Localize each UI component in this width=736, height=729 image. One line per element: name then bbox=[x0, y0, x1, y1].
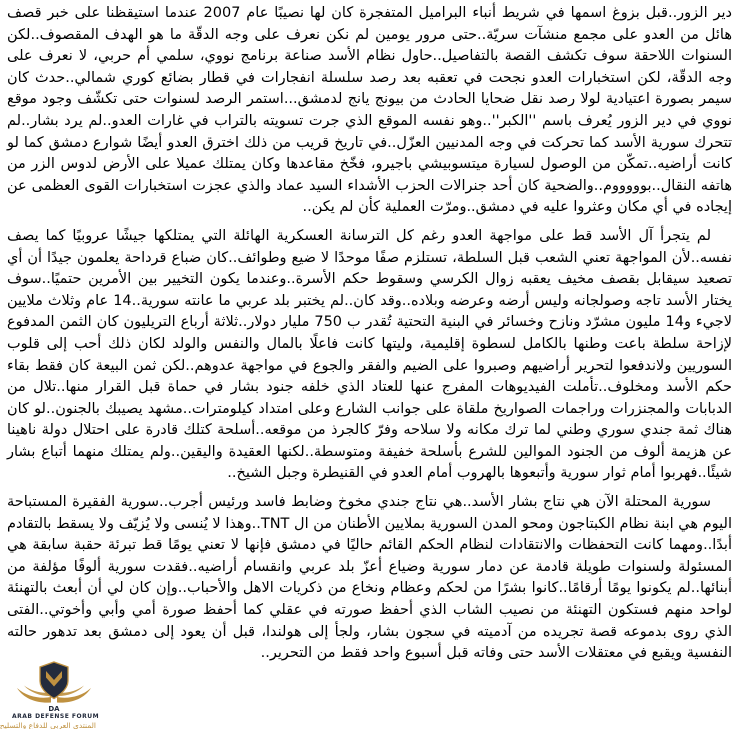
watermark-monogram: DA bbox=[48, 704, 60, 713]
watermark-arabic-title: المنتدى العربي للدفاع والتسليح bbox=[0, 720, 96, 729]
watermark-english-title: ARAB DEFENSE FORUM bbox=[12, 712, 100, 720]
article-paragraph-2: لم يتجرأ آل الأسد قط على مواجهة العدو رغم كل الترسانة العسكرية الهائلة التي يمتلكها جيشًا عروبيًا كما يصف نفسه..لأن المواجهة تعني الشعب قبل السلطة، تستلزم صفًا موحدًا لا ضيع وطوائف..كان ضباع قرداحة يعلمون جيدًا أن أي تصعيد سيقابل بقصف مخيف يعقبه زوال الكرسي وسقوط حكم الأسرة..وعندما يكون التخيير بين الأمرين حتميًا..سوف يختار الأسد تاجه وصولجانه وليس أرضه وعرضه وبلاده..وقد كان..لم يختبر بلد عربي ما عانته سورية..14 عام وثلاث ملايين لاجيء و14 مليون مشرّد ونازح وخسائر في البنية التحتية تُقدر ب 750 مليار دولار..ثلاثة أرباع التريليون كان الثمن المدفوع لإزاحة سلطة باعت وطنها بالكامل لسطوة إقليمية، وليتها كانت فاعلًا بالمال والنفس والولد لكان ذلك أحب إلى قلوب السوريين ولاندفعوا لتحرير أراضيهم وصبروا على الضيم والفقر والجوع في مواجهة عدوهم..لكن ثمن البيعة كان فقط بقاء حكم الأسد ومخلوف..تأملت الفيديوهات المفرج عنها للعتاد الذي خلفه جنود بشار في حماة قبل القرار منها..تلال من الدبابات والمجنزرات وراجمات الصواريخ ملقاة على جوانب الشارع وعلى امتداد كيلومترات..مشهد يصيبك بالجنون..لو كان هناك ثمة جندي سوري وطني لما ترك مكانه ولا سلاحه وفرّ كالجرذ من موقعه..أسلحة كتلك قادرة على احتلال دولة ناهينا عن هزيمة ألوف من الجنود الموالين للشرع بأسلحة خفيفة ومتوسطة..لكنها العقيدة واليقين..ولم يمتلك منهما أتباع بشار شيئًا..فهربوا أمام ثوار سورية وأتبعوها بالهروب أمام العدو في القنيطرة وجبل الشيخ.. bbox=[7, 227, 733, 482]
arab-defense-forum-watermark bbox=[0, 661, 100, 729]
article-paragraph-1: دير الزور..قبل بزوغ اسمها في شريط أنباء البراميل المتفجرة كان لها نصيبًا عام 2007 عندما استيقظنا على خبر قصف هائل من العدو على مجمع منشآت سريّة..حتى مرور يومين لم نكن نعرف على وجه الدقّة ما هو الهدف المقصوف..لكن السنوات اللاحقة سوف تكشف القصة بالتفاصيل..حاول نظام الأسد صناعة برنامج نووي، سلمي أم حربي، لا نعرف على وجه الدقّة، لكن استخبارات العدو نجحت في تعقبه بعد رصد سلسلة انفجارات في قطار بضائع كوري شمالي..حدث كان سيمر بصورة اعتيادية لولا رصد نقل ضحايا الحادث من بيونج يانج لدمشق...استمر الرصد لسنوات حتى تكشّف وجود موقع نووي في دير الزور يُعرف باسم ''الكبر''..وهو نفسه الموقع الذي جرت تسويته بالتراب في غارات العدو..لم يرد بشار..لم تتحرك سورية الأسد كما تحركت في وجه المدنيين العزّل..في تاريخ قريب من ذلك اخترق العدو أيضًا شوارع دمشق كما لو كانت أراضيه..تمكّن من الوصول لسيارة ميتسوبيشي باجيرو، فخّخ مقاعدها وكان يمتلك عميلا على الأرض لدوس الزر من هاتفه النقال..بوووووم..والضحية كان أحد جنرالات الحزب الأشداء السيد عماد والذي عجزت استخبارات القوى العظمى عن إيجاده في أي مكان وعثروا عليه في دمشق..ومرّت العملية كأن لم يكن.. bbox=[7, 5, 732, 216]
shield-wings-icon bbox=[15, 661, 93, 713]
article-paragraph-3: سورية المحتلة الآن هي نتاج بشار الأسد..هي نتاج جندي مخوخ وضابط فاسد ورئيس أجرب..سورية الفقيرة المستباحة اليوم هي ابنة نظام الكبتاجون ومحو المدن السورية بملايين الأطنان من ال TNT..وهذا لا يُنسى ولا يُزيّف ولا يسقط بالتقادم أبدًا..ومهما كانت التحفظات والانتقادات لنظام الحكم القائم حاليًا في دمشق فإنها لا تعني يومًا قط تبرئة حقبة سابقة هي المسئولة ولسنوات طويلة قادمة عن دمار سورية وضياع أعزّ بلد عربي وانقسام أراضيه..فقدت سورية ألوفًا مؤلفة من أبنائها..لم يكونوا يومًا أرقامًا..كانوا بشرًا من لحكم وعظام ونخاع من ذكريات الاهل والأحباب..وإن كان لي أن أبعث بالتهنئة لواحد منهم فستكون التهنئة من نصيب الشاب الذي أحفظ صورته في عقلي كما أحفظ صورة أمي وأبي وأخوتي..الفتى الذي روى بدموعه قصة تجريده من آدميته في سجون بشار، ولجأ إلى هولندا، قبل أن يعود إلى دمشق بعد تدهور حالته النفسية ويقبع في معتقلات الأسد حتى وفاته قبل أسبوع واحد فقط من التحرير.. bbox=[7, 494, 732, 662]
